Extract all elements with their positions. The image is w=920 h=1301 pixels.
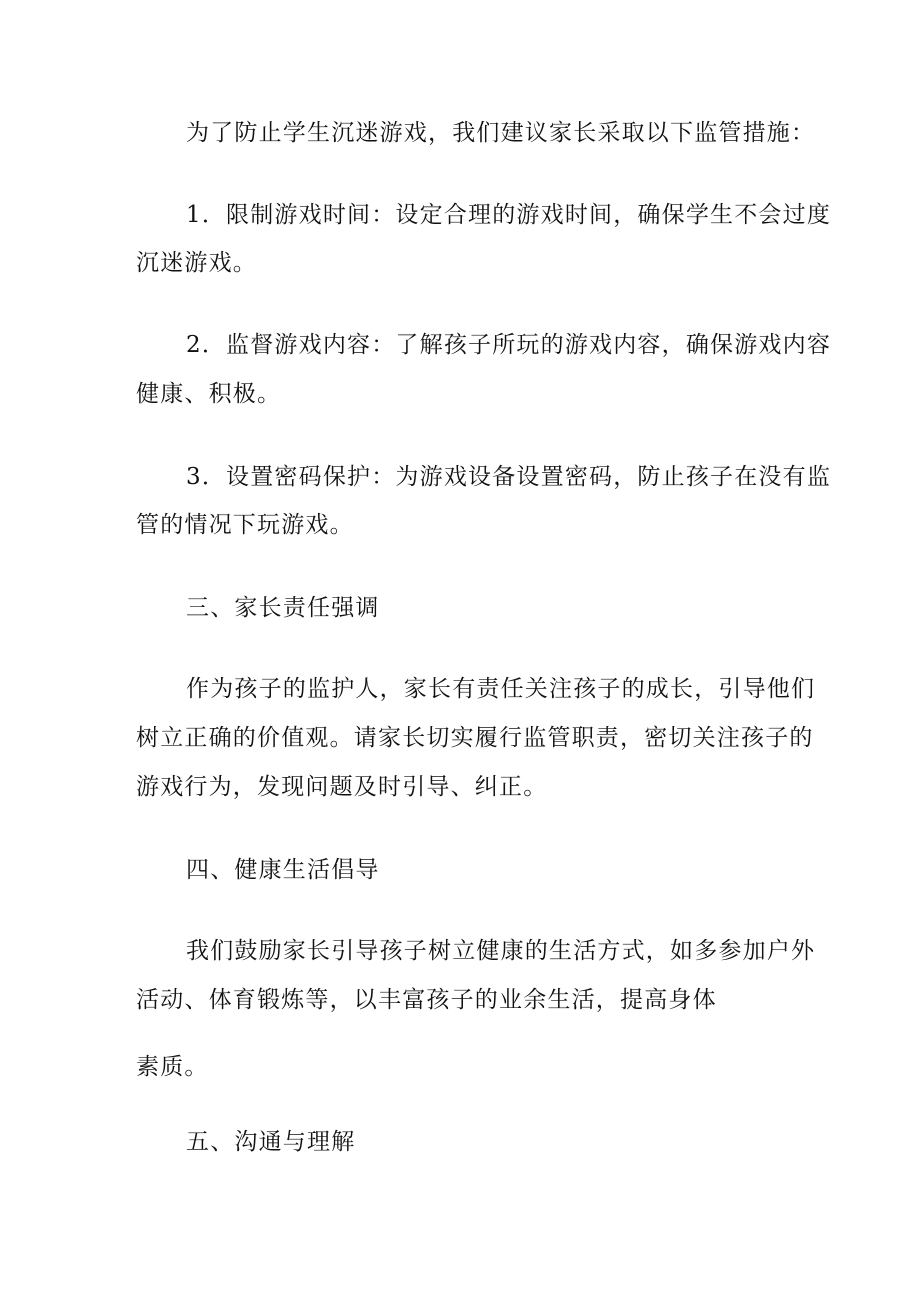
section-3-paragraph-line-3: 游戏行为，发现问题及时引导、纠正。 <box>136 774 548 800</box>
list-item-2-line-1: 2．监督游戏内容：了解孩子所玩的游戏内容，确保游戏内容 <box>186 332 832 358</box>
section-3-heading: 三、家长责任强调 <box>186 595 380 621</box>
section-5-heading: 五、沟通与理解 <box>186 1129 356 1155</box>
list-item-1-line-1: 1．限制游戏时间：设定合理的游戏时间，确保学生不会过度 <box>186 202 832 228</box>
section-4-paragraph-line-2: 活动、体育锻炼等，以丰富孩子的业余生活，提高身体 <box>136 987 717 1013</box>
list-item-3-line-1: 3．设置密码保护：为游戏设备设置密码，防止孩子在没有监 <box>186 464 832 490</box>
section-3-paragraph-line-2: 树立正确的价值观。请家长切实履行监管职责，密切关注孩子的 <box>136 725 814 751</box>
list-item-3-line-2: 管的情况下玩游戏。 <box>136 512 354 538</box>
list-item-2-line-2: 健康、积极。 <box>136 381 282 407</box>
section-3-paragraph-line-1: 作为孩子的监护人，家长有责任关注孩子的成长，引导他们 <box>186 676 816 702</box>
section-4-heading: 四、健康生活倡导 <box>186 857 380 883</box>
intro-text: 为了防止学生沉迷游戏，我们建议家长采取以下监管措施： <box>186 120 816 146</box>
section-4-paragraph-line-3: 素质。 <box>136 1054 209 1080</box>
list-item-1-line-2: 沉迷游戏。 <box>136 250 257 276</box>
section-4-paragraph-line-1: 我们鼓励家长引导孩子树立健康的生活方式，如多参加户外 <box>186 938 816 964</box>
